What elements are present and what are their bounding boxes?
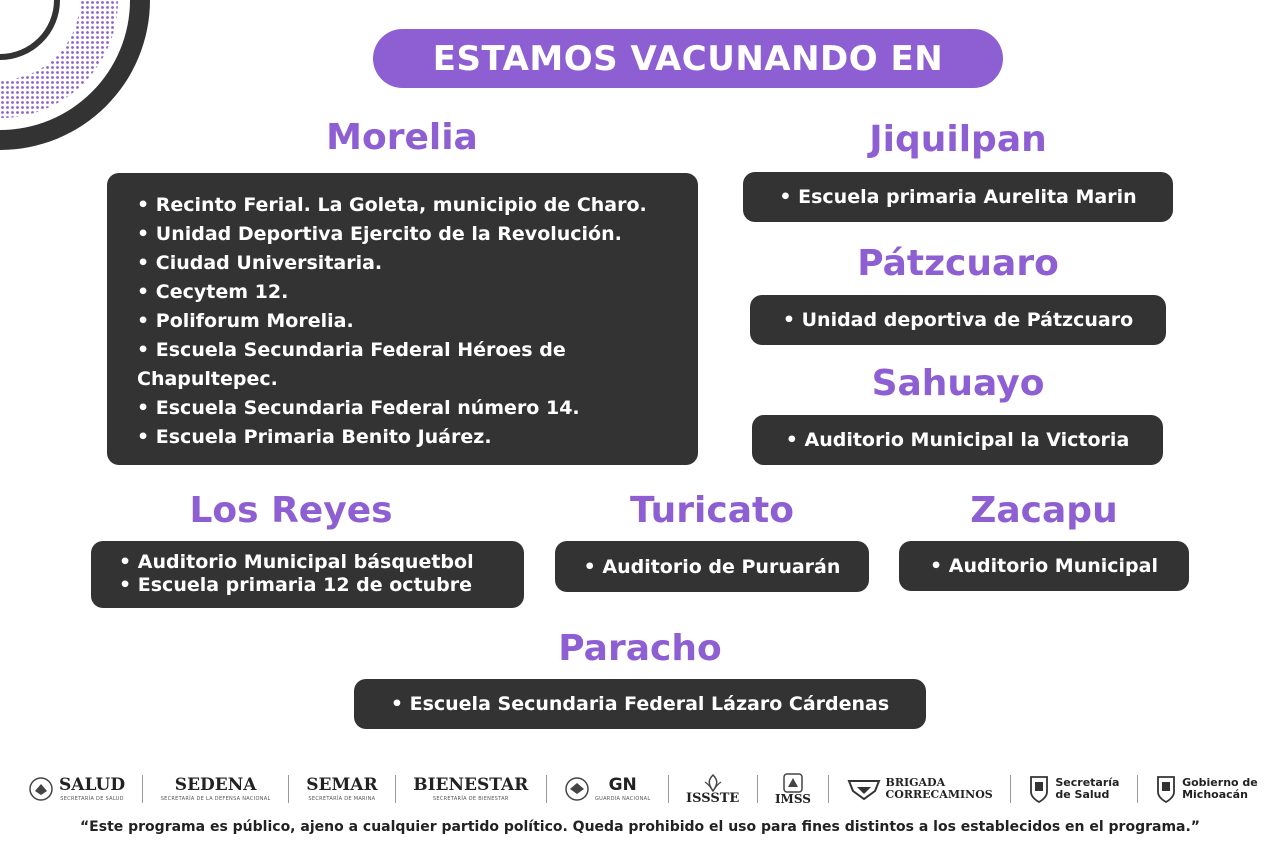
sites-box-morelia <box>107 173 698 465</box>
logo-brigada-correcaminos <box>847 777 993 801</box>
logo-semar-name: SEMAR <box>306 774 378 795</box>
sites-box-turicato <box>555 541 869 592</box>
guardia-seal-icon <box>564 776 590 802</box>
page-title: ESTAMOS VACUNANDO EN <box>432 38 944 79</box>
logo-imss-name: IMSS <box>774 792 811 806</box>
correcaminos-shield-icon <box>847 777 881 801</box>
site-item: • Escuela primaria 12 de octubre <box>119 574 514 597</box>
site-item: • Auditorio Municipal <box>930 555 1158 577</box>
logo-semar <box>306 774 378 802</box>
city-title-paracho: Paracho <box>558 628 722 669</box>
city-title-los-reyes: Los Reyes <box>189 490 393 531</box>
site-item: • Recinto Ferial. La Goleta, municipio de Charo. <box>137 191 678 220</box>
site-item: • Poliforum Morelia. <box>137 307 678 336</box>
imss-emblem-icon <box>782 773 804 793</box>
page-title-banner <box>373 29 1003 88</box>
legal-disclaimer: “Este programa es público, ajeno a cualquier partido político. Queda prohibido el uso para fines distintos a los establecidos en el programa.” <box>79 819 1201 835</box>
logo-divider <box>668 775 669 803</box>
logo-sedena-name: SEDENA <box>174 774 257 795</box>
logo-divider <box>142 775 143 803</box>
city-title-zacapu: Zacapu <box>970 490 1118 531</box>
logo-gobierno-michoacan <box>1155 774 1258 804</box>
site-item: • Escuela Secundaria Federal número 14. <box>137 394 678 423</box>
site-item: • Ciudad Universitaria. <box>137 249 678 278</box>
logo-bienestar <box>413 774 529 802</box>
sites-list-morelia <box>137 191 678 452</box>
logo-issste-name: ISSSTE <box>686 790 740 806</box>
logo-sedena <box>160 774 271 802</box>
michoacan-crest-icon <box>1155 774 1177 804</box>
logo-secretaria-line2: de Salud <box>1055 788 1110 801</box>
logo-brigada-line1: BRIGADA <box>885 776 946 790</box>
logo-gn-sub: GUARDIA NACIONAL <box>594 795 651 802</box>
logo-salud-sub: SECRETARÍA DE SALUD <box>60 795 124 802</box>
site-item: • Auditorio Municipal básquetbol <box>119 551 514 574</box>
logo-salud-name: SALUD <box>59 774 126 795</box>
sites-box-zacapu <box>899 541 1189 591</box>
sites-box-sahuayo <box>752 415 1163 465</box>
city-title-sahuayo: Sahuayo <box>871 363 1045 404</box>
logo-brigada-line2: CORRECAMINOS <box>885 788 993 801</box>
site-item: • Escuela Secundaria Federal Lázaro Cárdenas <box>390 693 890 715</box>
site-item: • Escuela primaria Aurelita Marin <box>779 186 1137 208</box>
logo-secretaria-salud <box>1028 774 1119 804</box>
logo-divider <box>395 775 396 803</box>
logo-sedena-sub: SECRETARÍA DE LA DEFENSA NACIONAL <box>160 795 271 802</box>
site-item: • Escuela Secundaria Federal Héroes de Chapultepec. <box>137 336 678 394</box>
corner-decoration <box>0 0 150 150</box>
logo-divider <box>1010 775 1011 803</box>
site-item: • Escuela Primaria Benito Juárez. <box>137 423 678 452</box>
logo-bienestar-name: BIENESTAR <box>413 774 529 795</box>
partner-logos-row <box>28 766 1258 812</box>
logo-divider <box>828 775 829 803</box>
eagle-seal-icon <box>28 776 54 802</box>
logo-semar-sub: SECRETARÍA DE MARINA <box>308 795 376 802</box>
site-item: • Auditorio Municipal la Victoria <box>785 429 1130 451</box>
logo-gobierno-line1: Gobierno de <box>1182 776 1258 790</box>
logo-divider <box>546 775 547 803</box>
sites-box-jiquilpan <box>743 172 1173 222</box>
sites-box-los-reyes <box>91 541 524 608</box>
logo-divider <box>1137 775 1138 803</box>
city-title-patzcuaro: Pátzcuaro <box>857 243 1059 284</box>
sites-box-patzcuaro <box>750 295 1166 345</box>
site-item: • Auditorio de Puruarán <box>583 555 841 578</box>
city-title-morelia: Morelia <box>326 117 478 158</box>
logo-issste <box>686 774 739 805</box>
issste-emblem-icon <box>702 774 724 792</box>
logo-gn-name: GN <box>608 774 637 795</box>
sites-list-los-reyes <box>119 551 514 597</box>
site-item: • Unidad Deportiva Ejercito de la Revolución. <box>137 220 678 249</box>
logo-imss <box>775 773 811 805</box>
site-item: • Unidad deportiva de Pátzcuaro <box>782 309 1134 331</box>
logo-divider <box>288 775 289 803</box>
logo-gobierno-line2: Michoacán <box>1182 788 1248 801</box>
logo-divider <box>757 775 758 803</box>
logo-gn <box>564 776 650 802</box>
sites-box-paracho <box>354 679 926 729</box>
city-title-jiquilpan: Jiquilpan <box>869 119 1047 160</box>
site-item: • Cecytem 12. <box>137 278 678 307</box>
logo-salud <box>28 776 125 802</box>
logo-secretaria-line1: Secretaría <box>1055 776 1120 790</box>
logo-bienestar-sub: SECRETARÍA DE BIENESTAR <box>432 795 509 802</box>
michoacan-crest-icon <box>1028 774 1050 804</box>
city-title-turicato: Turicato <box>630 490 794 531</box>
